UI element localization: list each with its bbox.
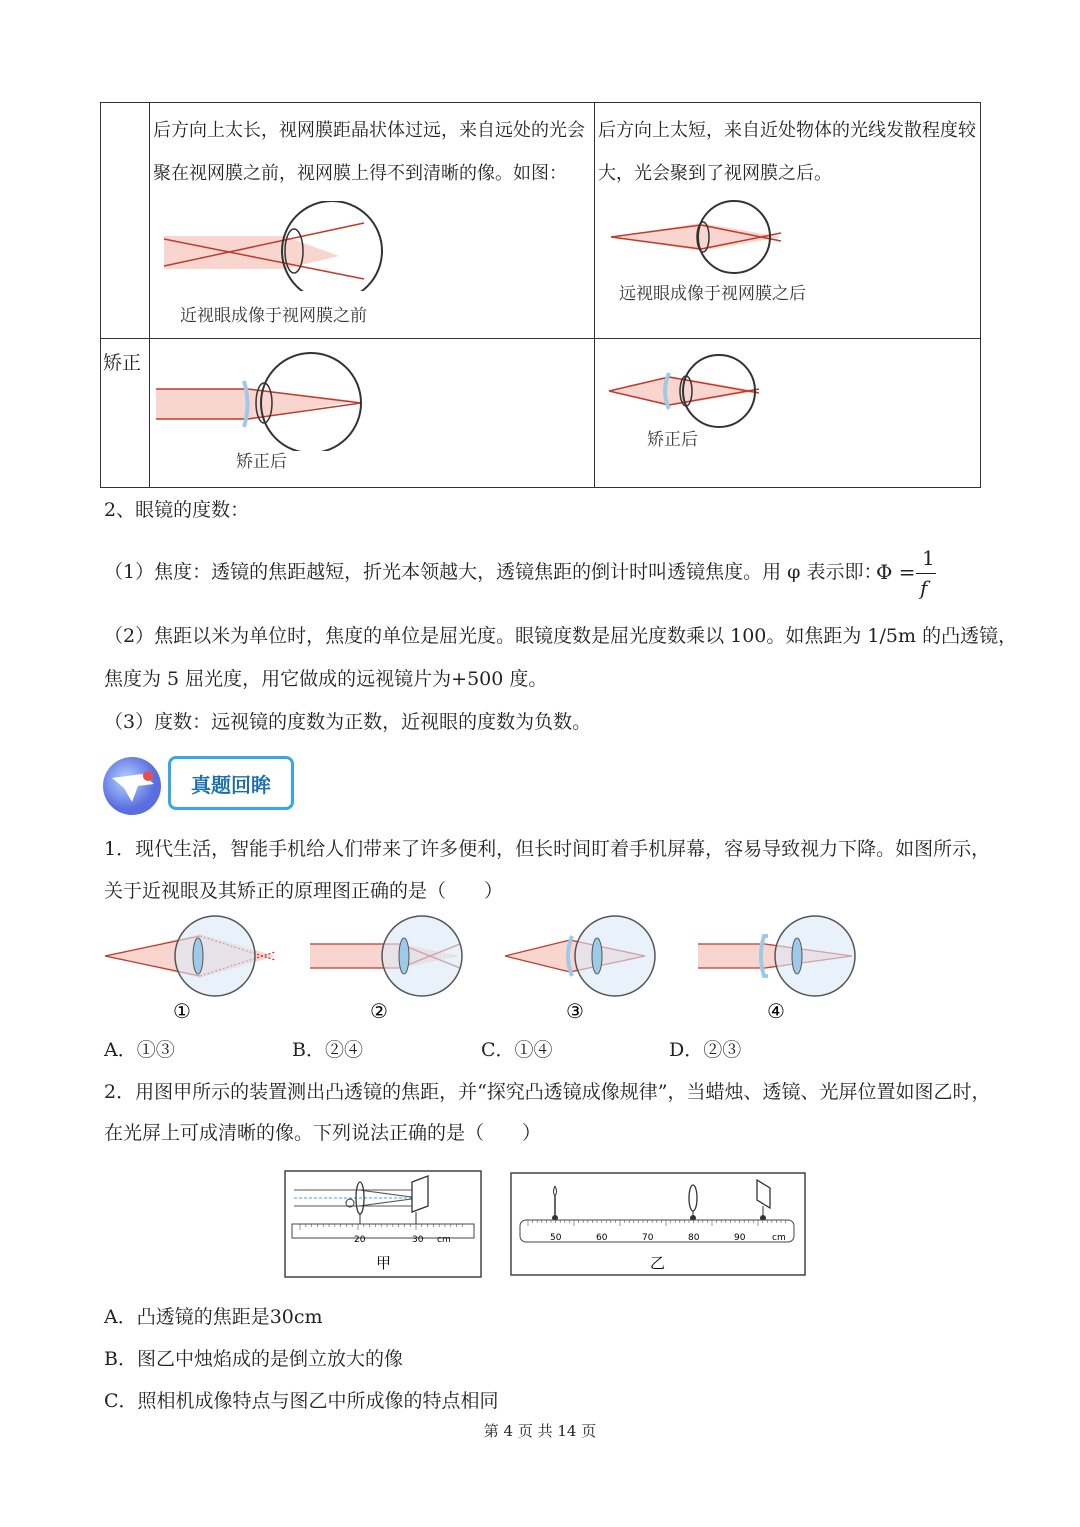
section2-p2-line1: （2）焦距以米为单位时，焦度的单位是屈光度。眼镜度数是屈光度数乘以 100。如焦距为 1/5m 的凸透镜， <box>104 625 1018 647</box>
myopia-corrected-diagram <box>156 351 376 451</box>
hyperopia-caption: 远视眼成像于视网膜之后 <box>619 284 806 304</box>
formula-fraction-bar <box>916 573 936 574</box>
q1-option-c[interactable]: C．①④ <box>481 1039 553 1061</box>
hyperopia-text: 后方向上太短，来自近处物体的光线发散程度较大，光会聚到了视网膜之后。 <box>598 120 976 184</box>
q2-line2: 在光屏上可成清晰的像。下列说法正确的是（ ） <box>104 1122 542 1144</box>
myopia-corrected-caption: 矫正后 <box>236 452 287 472</box>
yi-tick-50: 50 <box>550 1233 562 1243</box>
q1-fig-label-1: ① <box>173 999 191 1023</box>
row2-label-cell <box>101 339 150 488</box>
yi-tick-70: 70 <box>642 1233 654 1243</box>
hyperopia-cell <box>595 103 981 339</box>
jia-tick-20: 20 <box>354 1235 366 1245</box>
formula-numerator: 1 <box>922 546 935 570</box>
myopia-caption: 近视眼成像于视网膜之前 <box>180 306 367 326</box>
hyperopia-corrected-cell <box>595 339 981 488</box>
q1-figure-2 <box>310 916 462 996</box>
hyperopia-diagram <box>611 195 791 275</box>
q1-fig-label-4: ④ <box>767 999 785 1023</box>
figure-jia <box>284 1170 482 1278</box>
correction-label: 矫正 <box>103 352 142 374</box>
q2-line1: 2．用图甲所示的装置测出凸透镜的焦距，并“探究凸透镜成像规律”，当蜡烛、透镜、光屏位置如图乙时， <box>104 1081 991 1103</box>
q1-figure-4 <box>698 916 855 996</box>
myopia-cell <box>150 103 595 339</box>
eye-defect-table <box>100 102 981 488</box>
q1-option-d[interactable]: D．②③ <box>669 1039 742 1061</box>
q1-fig-label-2: ② <box>370 999 388 1023</box>
hyperopia-corrected-caption: 矫正后 <box>647 430 698 450</box>
section2-p1: （1）焦度：透镜的焦距越短，折光本领越大，透镜焦距的倒计时叫透镜焦度。用 φ 表示即： <box>104 561 883 583</box>
q2-option-a[interactable]: A．凸透镜的焦距是30cm <box>104 1306 323 1328</box>
q2-option-b[interactable]: B．图乙中烛焰成的是倒立放大的像 <box>104 1348 403 1370</box>
yi-tick-80: 80 <box>688 1233 700 1243</box>
q1-figure-3 <box>505 916 655 996</box>
hyperopia-corrected-diagram <box>609 351 789 436</box>
myopia-text: 后方向上太长，视网膜距晶状体过远，来自远处的光会聚在视网膜之前，视网膜上得不到清晰的像。如图： <box>153 120 585 184</box>
yi-caption: 乙 <box>650 1254 666 1272</box>
yi-tick-90: 90 <box>734 1233 746 1243</box>
row1-label-cell <box>101 103 150 339</box>
section2-p2-line2: 焦度为 5 屈光度，用它做成的远视镜片为+500 度。 <box>104 668 548 690</box>
page-footer: 第 4 页 共 14 页 <box>483 1422 597 1440</box>
banner-title: 真题回眸 <box>168 756 294 810</box>
q1-figures <box>100 912 870 1027</box>
jia-tick-unit: cm <box>437 1235 451 1245</box>
myopia-corrected-cell <box>150 339 595 488</box>
formula-lhs: Φ = <box>876 560 916 584</box>
q1-line2: 关于近视眼及其矫正的原理图正确的是（ ） <box>104 880 504 902</box>
jia-tick-30: 30 <box>412 1235 424 1245</box>
myopia-diagram <box>164 201 384 291</box>
section2-p3: （3）度数：远视镜的度数为正数，近视眼的度数为负数。 <box>104 711 592 733</box>
q1-fig-label-3: ③ <box>566 999 584 1023</box>
q1-option-a[interactable]: A．①③ <box>104 1039 175 1061</box>
formula-denominator: f <box>920 576 928 600</box>
q1-figure-1 <box>105 916 275 996</box>
yi-tick-unit: cm <box>772 1233 786 1243</box>
q2-option-c[interactable]: C．照相机成像特点与图乙中所成像的特点相同 <box>104 1390 499 1412</box>
jia-caption: 甲 <box>376 1254 392 1272</box>
banner-logo-icon <box>102 756 164 816</box>
q1-option-b[interactable]: B．②④ <box>292 1039 363 1061</box>
section2-heading: 2、眼镜的度数： <box>104 499 250 521</box>
q1-line1: 1．现代生活，智能手机给人们带来了许多便利，但长时间盯着手机屏幕，容易导致视力下降。如图所示， <box>104 838 991 860</box>
yi-tick-60: 60 <box>596 1233 608 1243</box>
figure-yi <box>510 1172 806 1276</box>
